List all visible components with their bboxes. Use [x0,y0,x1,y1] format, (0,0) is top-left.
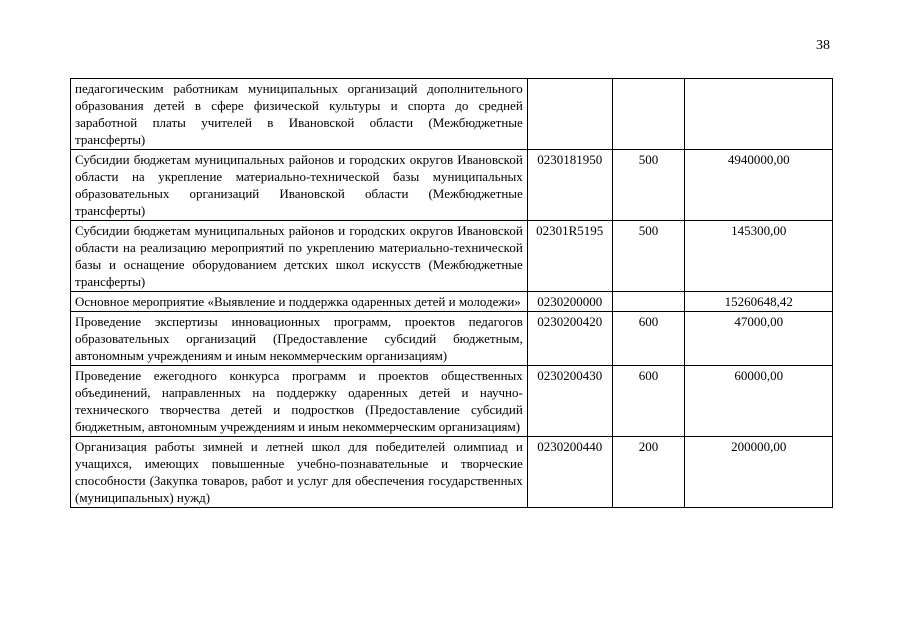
table-row [71,79,833,150]
expense-type-cell: 500 [612,221,685,292]
table-row [71,366,833,437]
expense-type-cell: 500 [612,150,685,221]
amount-cell: 200000,00 [685,437,833,508]
amount-cell: 15260648,42 [685,292,833,312]
description-cell: Субсидии бюджетам муниципальных районов и городских округов Ивановской области на укрепление материально-технической базы муниципальных образовательных организаций Ивановской области (Межбюджетные трансферты) [71,150,528,221]
description-cell: Проведение экспертизы инновационных программ, проектов педагогов образовательных организаций (Предоставление субсидий бюджетным, автономным учреждениям и иным некоммерческим организациям) [71,312,528,366]
amount-cell: 60000,00 [685,366,833,437]
target-code-cell [527,79,612,150]
target-code-cell: 02301R5195 [527,221,612,292]
budget-table [70,78,833,508]
expense-type-cell: 200 [612,437,685,508]
target-code-cell: 0230181950 [527,150,612,221]
description-cell: Организация работы зимней и летней школ для победителей олимпиад и учащихся, имеющих повышенные учебно-познавательные и творческие способности (Закупка товаров, работ и услуг для обеспечения государственных (муниципальных) нужд) [71,437,528,508]
table-row [71,312,833,366]
target-code-cell: 0230200430 [527,366,612,437]
expense-type-cell: 600 [612,366,685,437]
amount-cell [685,79,833,150]
expense-type-cell [612,79,685,150]
description-cell: педагогическим работникам муниципальных организаций дополнительного образования детей в сфере физической культуры и спорта до средней заработной платы учителей в Ивановской области (Межбюджетные трансферты) [71,79,528,150]
description-cell: Субсидии бюджетам муниципальных районов и городских округов Ивановской области на реализацию мероприятий по укреплению материально-технической базы и оснащение оборудованием детских школ искусств (Межбюджетные трансферты) [71,221,528,292]
page-number: 38 [816,38,830,53]
target-code-cell: 0230200440 [527,437,612,508]
table-row [71,292,833,312]
amount-cell: 145300,00 [685,221,833,292]
expense-type-cell [612,292,685,312]
target-code-cell: 0230200000 [527,292,612,312]
table-row [71,221,833,292]
target-code-cell: 0230200420 [527,312,612,366]
table-row [71,150,833,221]
description-cell: Проведение ежегодного конкурса программ и проектов общественных объединений, направленных на поддержку одаренных детей и научно-технического творчества детей и подростков (Предоставление субсидий бюджетным, автономным учреждениям и иным некоммерческим организациям) [71,366,528,437]
table-row [71,437,833,508]
amount-cell: 47000,00 [685,312,833,366]
amount-cell: 4940000,00 [685,150,833,221]
expense-type-cell: 600 [612,312,685,366]
description-cell: Основное мероприятие «Выявление и поддержка одаренных детей и молодежи» [71,292,528,312]
